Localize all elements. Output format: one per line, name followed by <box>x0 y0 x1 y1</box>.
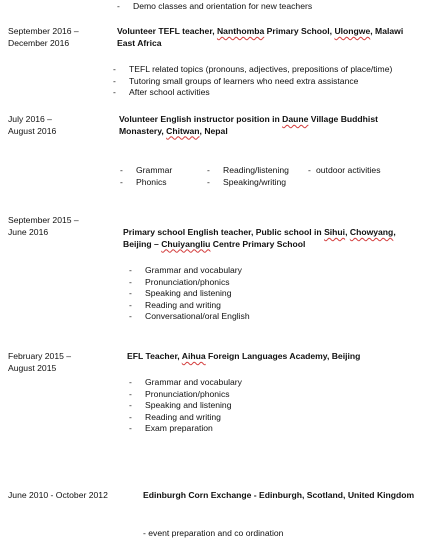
list-item: - TEFL related topics (pronouns, adjectives, prepositions of place/time) <box>113 64 392 76</box>
list-item: - Grammar and vocabulary <box>129 377 242 389</box>
list-item: - Pronunciation/phonics <box>129 389 242 401</box>
list-item: - Speaking and listening <box>129 288 250 300</box>
entry-1-title: Volunteer TEFL teacher, Nanthomba Primary School, Ulongwe, Malawi East Africa <box>117 26 404 48</box>
entry-4-dates: February 2015 – August 2015 <box>8 351 72 373</box>
list-item: - Demo classes and orientation for new teachers <box>117 1 312 13</box>
list-item: - Grammar <box>120 165 172 177</box>
list-item: - Tutoring small groups of learners who need extra assistance <box>113 76 392 88</box>
list-item: - Speaking and listening <box>129 400 242 412</box>
list-item: - Grammar and vocabulary <box>129 265 250 277</box>
entry-3-subjects <box>129 265 250 323</box>
entry-5-note: - event preparation and co ordination <box>143 528 284 538</box>
entry-2-title: Volunteer English instructor position in Daune Village Buddhist Monastery, Chitwan, Nepal <box>119 114 378 136</box>
list-item: - Conversational/oral English <box>129 311 250 323</box>
list-item: - After school activities <box>113 87 392 99</box>
entry-1-duties <box>113 64 392 99</box>
previous-entry-list <box>117 1 312 13</box>
list-item: - Reading and writing <box>129 300 250 312</box>
entry-4-title: EFL Teacher, Aihua Foreign Languages Academy, Beijing <box>127 351 361 361</box>
list-item: - Reading and writing <box>129 412 242 424</box>
list-item: - Exam preparation <box>129 423 242 435</box>
list-item: - Phonics <box>120 177 167 189</box>
entry-3-dates: September 2015 – June 2016 <box>8 215 79 237</box>
list-item: - outdoor activities <box>308 165 381 177</box>
entry-5-dates: June 2010 - October 2012 <box>8 490 108 500</box>
entry-3-title: Primary school English teacher, Public school in Sihui, Chowyang, Beijing – Chuiyangliu Centre Primary School <box>123 227 396 249</box>
list-item: - Pronunciation/phonics <box>129 277 250 289</box>
list-item: - Speaking/writing <box>207 177 286 189</box>
entry-5-title: Edinburgh Corn Exchange - Edinburgh, Scotland, United Kingdom <box>143 490 415 500</box>
entry-4-subjects <box>129 377 242 435</box>
entry-2-dates: July 2016 – August 2016 <box>8 114 57 136</box>
list-item: - Reading/listening <box>207 165 289 177</box>
entry-1-dates: September 2016 – December 2016 <box>8 26 79 48</box>
